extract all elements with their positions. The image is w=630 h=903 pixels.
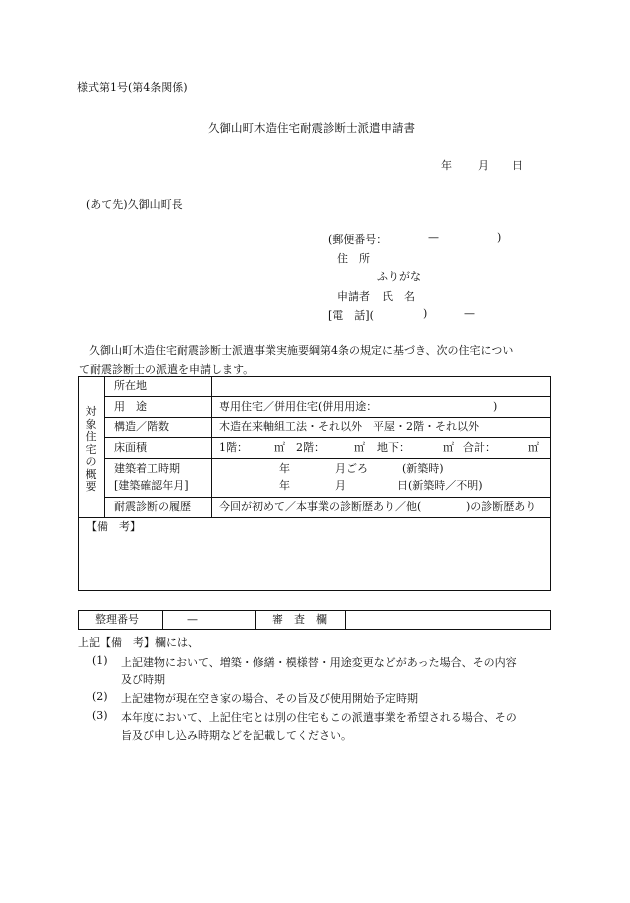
applicant-label: 申請者: [337, 290, 370, 303]
postal-close: ): [497, 231, 502, 244]
phone-dash: —: [464, 307, 475, 320]
structure-label: 構造／階数: [114, 420, 169, 433]
table-divider: [211, 376, 212, 517]
note-text: 上記建物において、増築・修繕・模様替・用途変更などがあった場合、その内容: [121, 656, 517, 669]
construction-year: 年: [279, 462, 290, 475]
intro-line-2: て耐震診断士の派遣を申請します。: [79, 363, 255, 376]
form-number: 様式第1号(第4条関係): [77, 81, 188, 94]
use-value: 専用住宅／併用住宅(併用用途：: [219, 400, 378, 413]
table-divider: [104, 396, 551, 397]
basement-unit: ㎡: [443, 441, 454, 454]
admin-divider: [345, 610, 346, 630]
review-label: 審 査 欄: [272, 613, 327, 626]
use-label: 用 途: [114, 400, 147, 413]
permit-month: 月: [335, 479, 346, 492]
permit-day: 日(新築時／不明): [397, 479, 483, 492]
overview-side-label: 対象住宅の概要: [85, 405, 97, 493]
floor1-label: 1階：: [219, 441, 248, 454]
admin-divider: [255, 610, 256, 630]
notes-intro: 上記【備 考】欄には、: [78, 636, 199, 649]
date-day: 日: [512, 159, 523, 172]
phone-close: ): [423, 307, 428, 320]
admin-divider: [162, 610, 163, 630]
total-label: 合計：: [463, 441, 496, 454]
construction-month: 月ごろ: [335, 462, 368, 475]
intro-line-1: 久御山町木造住宅耐震診断士派遣事業実施要綱第4条の規定に基づき、次の住宅につい: [89, 344, 514, 357]
addressee: (あて先)久御山町長: [86, 198, 183, 211]
location-label: 所在地: [114, 379, 147, 392]
ref-number-label: 整理番号: [95, 613, 139, 626]
note-number: (1): [92, 654, 108, 667]
table-divider: [104, 437, 551, 438]
construction-label: 建築着工時期: [114, 462, 180, 475]
document-title: 久御山町木造住宅耐震診断士派遣申請書: [208, 121, 415, 135]
structure-value: 木造在来軸組工法・それ以外 平屋・2階・それ以外: [219, 420, 479, 433]
note-number: (2): [92, 690, 108, 703]
note-text: 旨及び申し込み時期などを記載してください。: [121, 729, 352, 742]
table-divider: [104, 417, 551, 418]
table-divider: [104, 497, 551, 498]
note-text: 及び時期: [121, 673, 165, 686]
note-text: 上記建物が現在空き家の場合、その旨及び使用開始予定時期: [121, 692, 418, 705]
floor-area-label: 床面積: [114, 441, 147, 454]
floor2-unit: ㎡: [354, 441, 365, 454]
date-year: 年: [441, 159, 452, 172]
date-month: 月: [478, 159, 489, 172]
floor1-unit: ㎡: [274, 441, 285, 454]
ref-number-value: —: [187, 613, 198, 626]
use-close: ): [493, 400, 498, 413]
furigana-label: ふりがな: [377, 270, 421, 283]
name-label: 氏 名: [382, 290, 415, 303]
total-unit: ㎡: [528, 441, 539, 454]
table-divider: [78, 517, 551, 518]
table-divider: [104, 376, 105, 517]
postal-dash: —: [428, 231, 439, 244]
remarks-label: 【備 考】: [86, 520, 141, 533]
history-label: 耐震診断の履歴: [114, 500, 191, 513]
postal-label: (郵便番号：: [328, 233, 388, 246]
note-number: (3): [92, 709, 108, 722]
phone-label: [電 話](: [328, 309, 374, 322]
permit-label: [建築確認年月]: [114, 479, 189, 492]
permit-year: 年: [279, 479, 290, 492]
floor2-label: 2階：: [296, 441, 325, 454]
note-text: 本年度において、上記住宅とは別の住宅もこの派遣事業を希望される場合、その: [121, 711, 517, 724]
address-label: 住 所: [337, 252, 370, 265]
basement-label: 地下：: [377, 441, 410, 454]
history-close: )の診断歴あり: [466, 500, 537, 513]
history-value: 今回が初めて／本事業の診断歴あり／他(: [219, 500, 422, 513]
table-divider: [104, 458, 551, 459]
construction-new: (新築時): [402, 462, 444, 475]
